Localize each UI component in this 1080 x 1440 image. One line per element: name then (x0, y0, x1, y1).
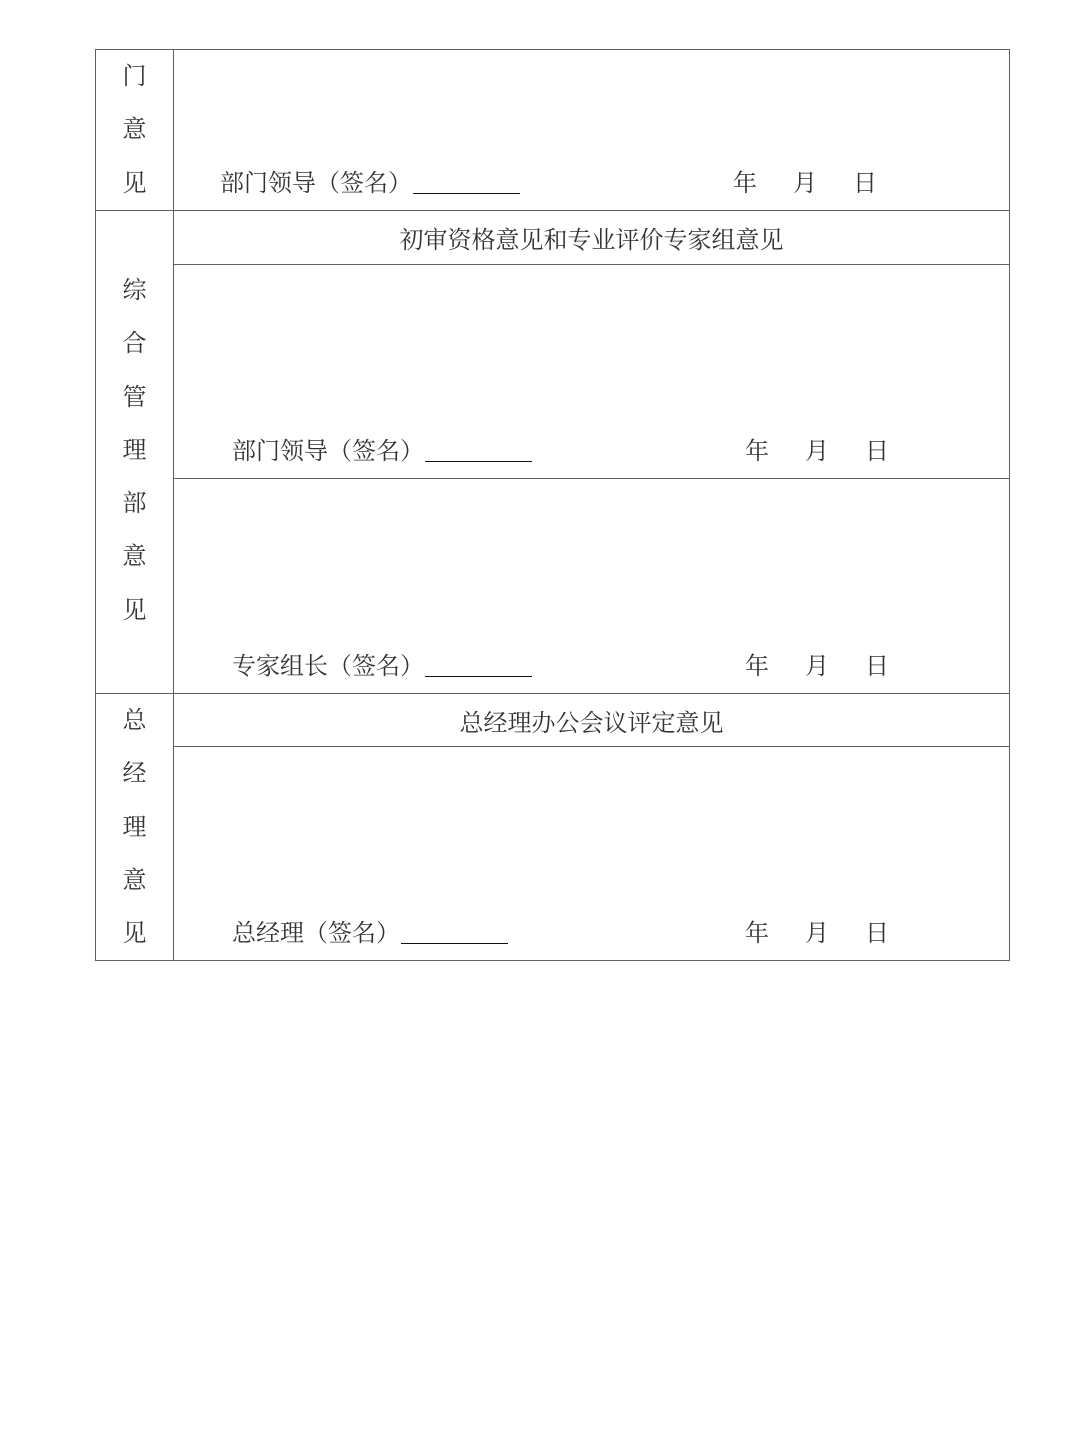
date-year-label: 年 (745, 437, 769, 465)
admin-dept-vertical-label (96, 264, 173, 637)
label-char: 总 (122, 706, 147, 734)
signature-blank-line (425, 676, 532, 677)
signature-label: 部门领导（签名） (220, 169, 412, 197)
date-day-label: 日 (865, 437, 889, 465)
signature-label: 专家组长（签名） (232, 652, 424, 680)
label-char: 理 (122, 435, 147, 464)
label-char: 综 (122, 276, 147, 304)
dept-opinion-label-cell (95, 49, 174, 211)
signature-blank-line (401, 943, 508, 944)
gm-signature-row (232, 906, 508, 960)
dept-leader-signature-row (220, 156, 520, 210)
admin-dept-header-cell (173, 210, 1010, 265)
label-char: 见 (122, 595, 147, 624)
gm-opinion-label-cell (95, 693, 174, 961)
date-day-label: 日 (865, 919, 889, 947)
gm-opinion-header-cell (173, 693, 1010, 747)
dept-opinion-vertical-label (96, 50, 173, 210)
date-day-label: 日 (853, 169, 877, 197)
date-month-label: 月 (793, 169, 817, 197)
label-char: 理 (122, 812, 147, 841)
date-year-label: 年 (745, 919, 769, 947)
date-month-label: 月 (805, 437, 829, 465)
date-year-label: 年 (745, 652, 769, 680)
label-char: 意 (122, 115, 147, 144)
label-char: 门 (122, 62, 147, 90)
admin-leader-content-cell (173, 264, 1010, 479)
date-day-label: 日 (865, 652, 889, 680)
label-char: 见 (122, 919, 147, 948)
dept-opinion-content-cell (173, 49, 1010, 211)
expert-group-content-cell (173, 478, 1010, 694)
gm-opinion-header: 总经理办公会议评定意见 (459, 708, 724, 737)
signature-blank-line (413, 193, 520, 194)
admin-dept-header: 初审资格意见和专业评价专家组意见 (399, 226, 784, 254)
gm-opinion-vertical-label (96, 694, 173, 960)
opinion-form-table (95, 49, 1010, 961)
signature-label: 总经理（签名） (232, 919, 400, 947)
date-year-label: 年 (733, 169, 757, 197)
admin-dept-label-cell (95, 210, 174, 694)
label-char: 合 (122, 329, 147, 358)
label-char: 部 (122, 489, 147, 518)
label-char: 意 (122, 865, 147, 894)
label-char: 意 (122, 542, 147, 571)
admin-leader-signature-row (232, 424, 532, 478)
label-char: 管 (122, 382, 147, 411)
gm-opinion-content-cell (173, 746, 1010, 961)
date-month-label: 月 (805, 652, 829, 680)
label-char: 见 (122, 168, 147, 197)
signature-label: 部门领导（签名） (232, 437, 424, 465)
date-month-label: 月 (805, 919, 829, 947)
label-char: 经 (122, 759, 147, 788)
expert-leader-signature-row (232, 639, 532, 693)
signature-blank-line (425, 461, 532, 462)
